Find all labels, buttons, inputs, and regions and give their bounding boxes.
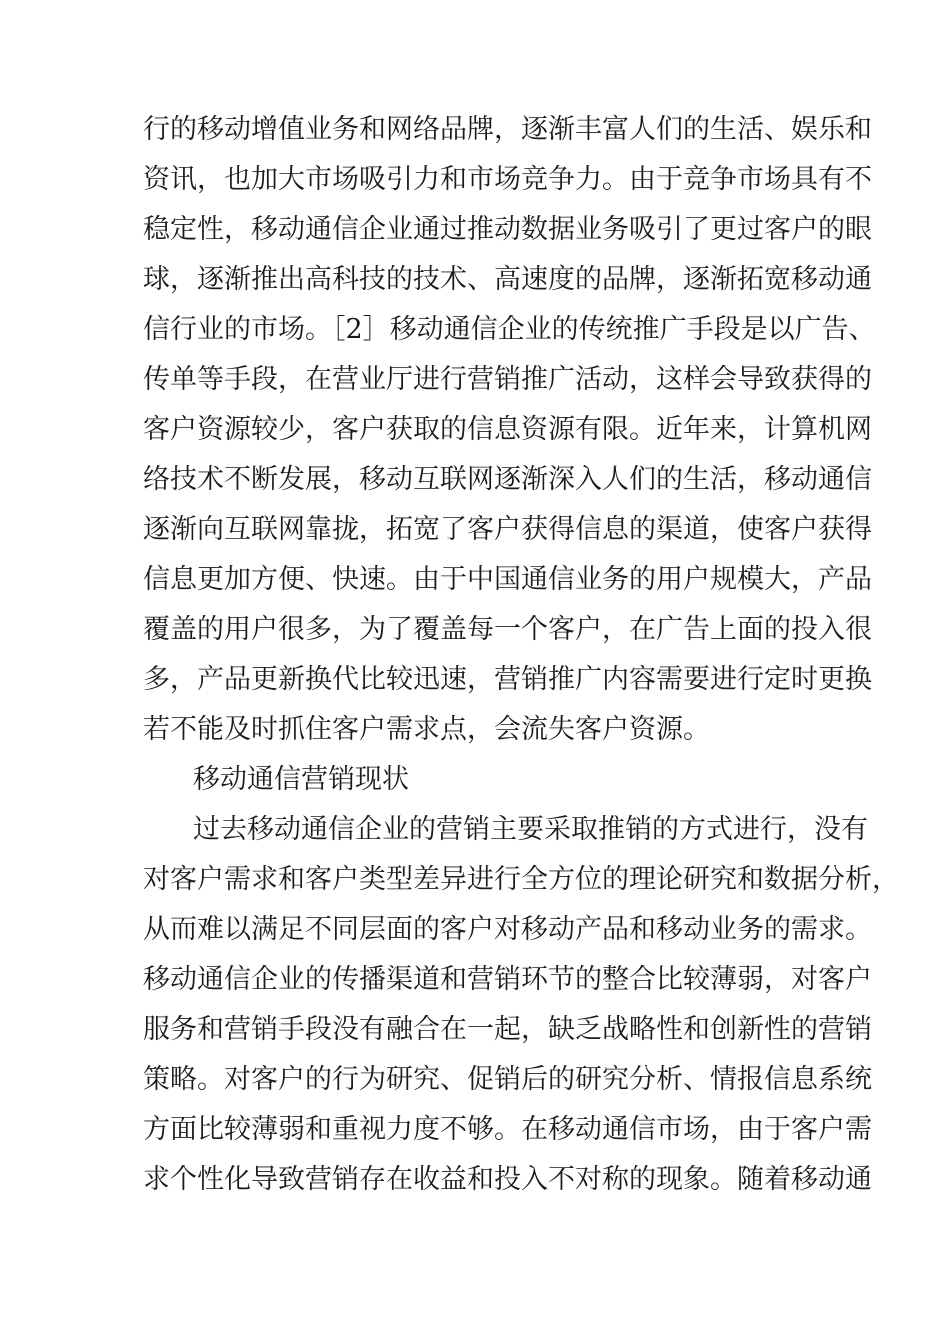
text-line [0,358,950,402]
line-text: 多，产品更新换代比较迅速，营销推广内容需要进行定时更换 [143,664,872,695]
text-line [0,408,950,452]
text-line [0,708,950,752]
text-line [0,108,950,152]
text-line [0,1008,950,1052]
line-text: 覆盖的用户很多，为了覆盖每一个客户，在广告上面的投入很 [143,614,872,645]
text-line [0,658,950,702]
line-text: 从而难以满足不同层面的客户对移动产品和移动业务的需求。 [143,914,872,945]
text-line [0,258,950,302]
heading-text: 移动通信营销现状 [193,764,409,795]
text-line [0,558,950,602]
line-text: 移动通信企业的传播渠道和营销环节的整合比较薄弱，对客户 [143,964,872,995]
line-text: 信息更加方便、快速。由于中国通信业务的用户规模大，产品 [143,564,872,595]
text-line [0,508,950,552]
line-text: 客户资源较少，客户获取的信息资源有限。近年来，计算机网 [143,414,872,445]
line-text: 策略。对客户的行为研究、促销后的研究分析、情报信息系统 [143,1064,872,1095]
text-line [0,458,950,502]
text-line [0,1158,950,1202]
text-line [0,158,950,202]
text-line [0,908,950,952]
text-line [0,958,950,1002]
line-text: 逐渐向互联网靠拢，拓宽了客户获得信息的渠道，使客户获得 [143,514,872,545]
line-text: 求个性化导致营销存在收益和投入不对称的现象。随着移动通 [143,1164,872,1195]
line-text: 过去移动通信企业的营销主要采取推销的方式进行，没有 [193,814,868,845]
line-text: 服务和营销手段没有融合在一起，缺乏战略性和创新性的营销 [143,1014,872,1045]
line-text: 传单等手段，在营业厅进行营销推广活动，这样会导致获得的 [143,364,872,395]
text-line [0,308,950,352]
text-line [0,208,950,252]
line-text: 方面比较薄弱和重视力度不够。在移动通信市场，由于客户需 [143,1114,872,1145]
line-text: 络技术不断发展，移动互联网逐渐深入人们的生活，移动通信 [143,464,872,495]
line-text: 行的移动增值业务和网络品牌，逐渐丰富人们的生活、娱乐和 [143,114,872,145]
line-text: 资讯，也加大市场吸引力和市场竞争力。由于竞争市场具有不 [143,164,872,195]
text-line [0,608,950,652]
text-line [0,1108,950,1152]
text-line [0,808,950,852]
line-text: 信行业的市场。［2］移动通信企业的传统推广手段是以广告、 [143,314,876,345]
line-text: 对客户需求和客户类型差异进行全方位的理论研究和数据分析， [143,864,899,895]
line-text: 球，逐渐推出高科技的技术、高速度的品牌，逐渐拓宽移动通 [143,264,872,295]
line-text: 稳定性，移动通信企业通过推动数据业务吸引了更过客户的眼 [143,214,872,245]
line-text: 若不能及时抓住客户需求点，会流失客户资源。 [143,714,710,745]
section-heading [0,758,950,802]
text-line [0,1058,950,1102]
text-line [0,858,950,902]
